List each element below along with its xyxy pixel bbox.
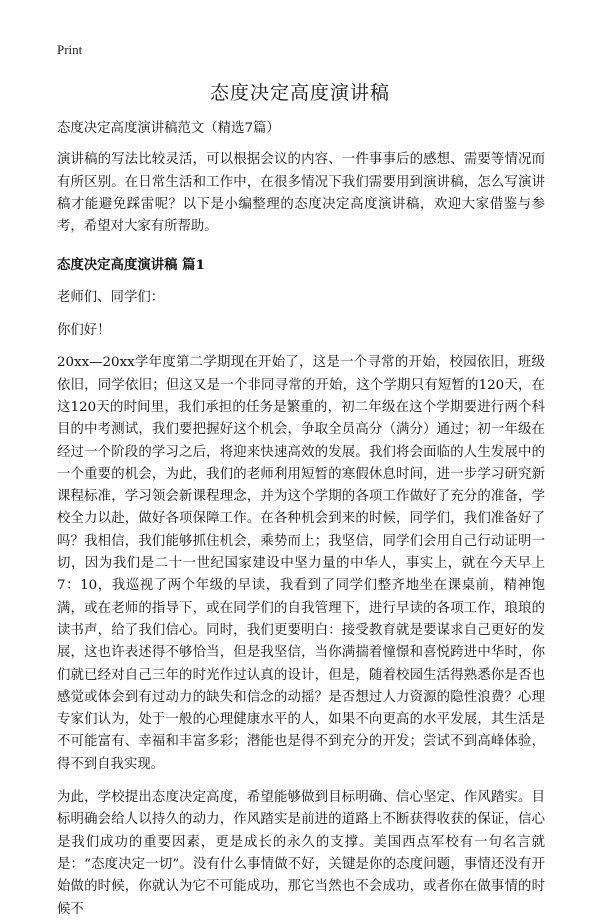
salutation: 老师们、同学们： — [57, 289, 165, 305]
print-link[interactable]: Print — [57, 42, 83, 57]
greeting: 你们好！ — [57, 323, 111, 339]
body-paragraph: 为此，学校提出态度决定高度，希望能够做到目标明确、信心坚定、作风踏实。目标明确会给人以持久的动力，作风踏实是前进的道路上不断获得收获的保证，信心是我们成功的重要因素，更是成长的永久的支撑。美国西点军校有一句名言就是：“态度决定一切”。没有什么事情做不好，关键是你的态度问题，事情还没有开始做的时候，你就认为它不可能成功，那它当然也不会成功，或者你在做事情的时候不 — [57, 790, 545, 917]
section-heading: 态度决定高度演讲稿 篇1 — [57, 257, 205, 274]
document-title: 态度决定高度演讲稿 — [209, 82, 390, 104]
document-subtitle: 态度决定高度演讲稿范文（精选7篇） — [57, 121, 280, 136]
document-body — [57, 118, 545, 921]
intro-paragraph: 演讲稿的写法比较灵活，可以根据会议的内容、一件事事后的感想、需要等情况而有所区别。在日常生活和工作中，在很多情况下我们需要用到演讲稿，怎么写演讲稿才能避免踩雷呢？以下是小编整理的态度决定高度演讲稿，欢迎大家借鉴与参考，希望对大家有所帮助。 — [57, 152, 545, 235]
body-paragraph: 20xx—20xx学年度第二学期现在开始了，这是一个寻常的开始，校园依旧，班级依旧，同学依旧；但这又是一个非同寻常的开始，这个学期只有短暂的120天，在这120天的时间里，我们承担的任务是繁重的，初二年级在这个学期要进行两个科目的中考测试，我们要把握好这个机会，争取全员高分（满分）通过；初一年级在经过一个阶段的学习之后，将迎来快速高效的发展。我们将会面临的人生发展中的一个重要的机会，为此，我们的老师利用短暂的寒假休息时间，进一步学习研究新课程标准，学习领会新课程理念，并为这个学期的各项工作做好了充分的准备，学校全力以赴，做好各项保障工作。在各种机会到来的时候，同学们，我们准备好了吗？我相信，我们能够抓住机会，乘势而上；我坚信，同学们会用自己行动证明一切，因为我们是二十一世纪国家建设中坚力量的中华人，事实上，就在今天早上7：10，我巡视了两个年级的早读，我看到了同学们整齐地坐在课桌前，精神饱满，或在老师的指导下，或在同学们的自我管理下，进行早读的各项工作，琅琅的读书声，给了我们信心。同时，我们更要明白：接受教育就是要谋求自己更好的发展，这也许表述得不够恰当，但是我坚信，当你满揣着憧憬和喜悦跨进中华时，你们就已经对自己三年的时光作过认真的设计，但是，随着校园生活得熟悉你是否也感觉或体会到有过动力的缺失和信念的动摇？是否想过人力资源的隐性浪费？心理专家们认为，处于一般的心理健康水平的人，如果不向更高的水平发展，其生活是不可能富有、幸福和丰富多彩；潜能也是得不到充分的开发；尝试不到高峰体验，得不到自我实现。 — [57, 355, 545, 772]
